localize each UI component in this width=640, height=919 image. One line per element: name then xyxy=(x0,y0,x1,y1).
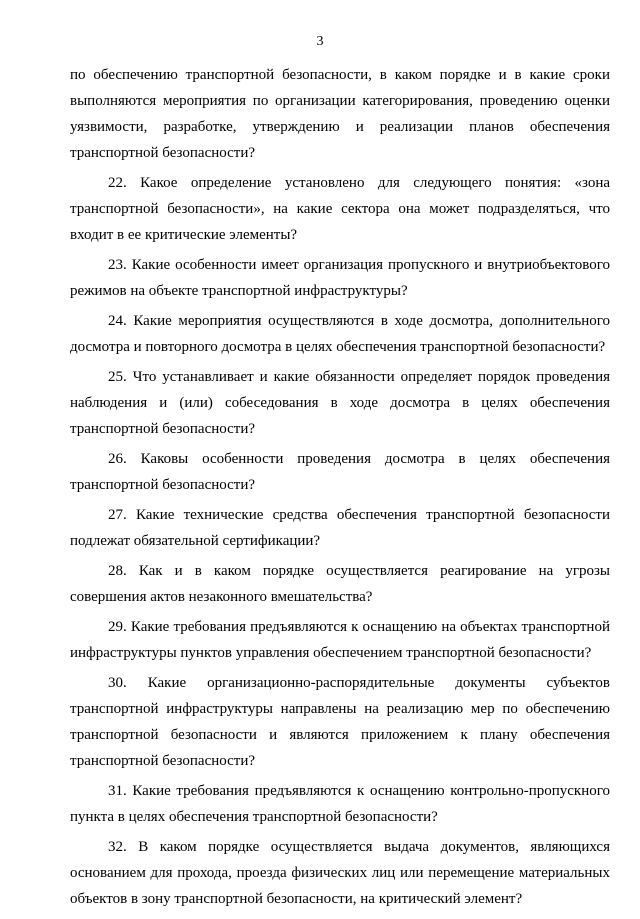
question-32: 32. В каком порядке осуществляется выдача документов, являющихся основанием для прохода, проезда физических лиц или перемещение материальных объектов в зону транспортной безопасности, на критический элемент? xyxy=(70,839,610,907)
question-24: 24. Какие мероприятия осуществляются в ходе досмотра, дополнительного досмотра и повторного досмотра в целях обеспечения транспортной безопасности? xyxy=(70,313,610,355)
question-30: 30. Какие организационно-распорядительные документы субъектов транспортной инфраструктуры направлены на реализацию мер по обеспечению транспортной безопасности и являются приложением к плану обеспечения транспортной безопасности? xyxy=(70,675,610,769)
paragraph-continuation: по обеспечению транспортной безопасности, в каком порядке и в какие сроки выполняются мероприятия по организации категорирования, проведению оценки уязвимости, разработке, утверждению и реализации планов обеспечения транспортной безопасности? xyxy=(70,67,610,161)
question-27: 27. Какие технические средства обеспечения транспортной безопасности подлежат обязательной сертификации? xyxy=(70,507,610,549)
page-number: 3 xyxy=(316,34,324,49)
question-31: 31. Какие требования предъявляются к оснащению контрольно-пропускного пункта в целях обеспечения транспортной безопасности? xyxy=(70,783,610,825)
question-29: 29. Какие требования предъявляются к оснащению на объектах транспортной инфраструктуры пунктов управления обеспечением транспортной безопасности? xyxy=(70,619,610,661)
question-28: 28. Как и в каком порядке осуществляется реагирование на угрозы совершения актов незаконного вмешательства? xyxy=(70,563,610,605)
question-26: 26. Каковы особенности проведения досмотра в целях обеспечения транспортной безопасности? xyxy=(70,451,610,493)
question-23: 23. Какие особенности имеет организация пропускного и внутриобъектового режимов на объекте транспортной инфраструктуры? xyxy=(70,257,610,299)
document-body xyxy=(70,62,610,916)
question-25: 25. Что устанавливает и какие обязанности определяет порядок проведения наблюдения и (или) собеседования в ходе досмотра в целях обеспечения транспортной безопасности? xyxy=(70,369,610,437)
question-22: 22. Какое определение установлено для следующего понятия: «зона транспортной безопасности», на какие сектора она может подразделяться, что входит в ее критические элементы? xyxy=(70,175,610,243)
